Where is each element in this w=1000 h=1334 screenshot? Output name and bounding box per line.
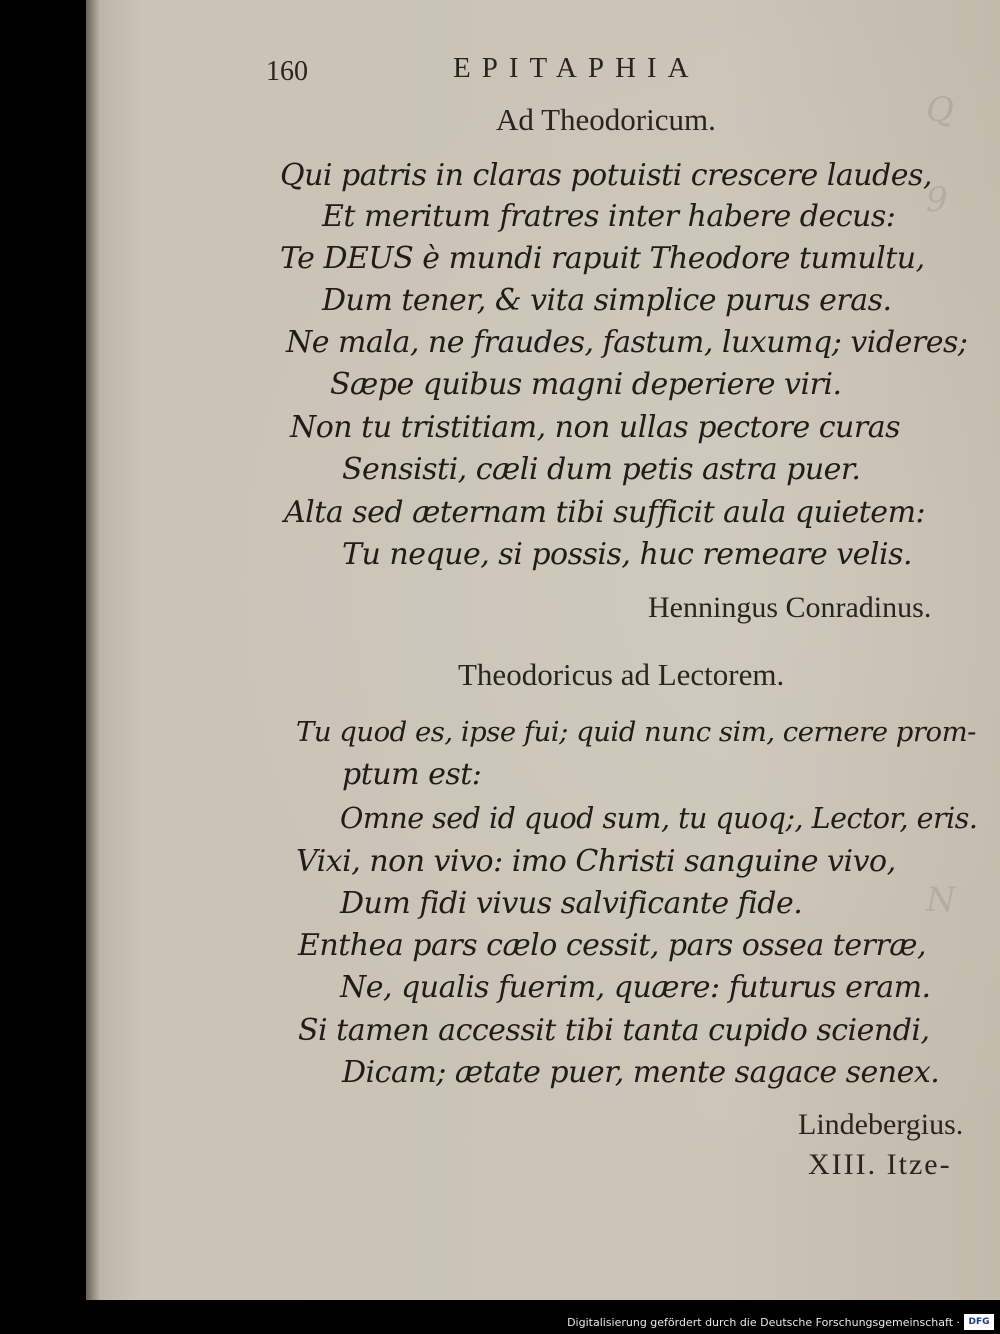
book-page: [86, 0, 1000, 1300]
verse-line: Si tamen accessit tibi tanta cupido sciendi,: [298, 1013, 930, 1048]
verse-line: Et meritum fratres inter habere decus:: [322, 199, 896, 234]
verse-line: Qui patris in claras potuisti crescere laudes,: [280, 158, 932, 193]
verse-line: Ne, qualis fuerim, quære: futurus eram.: [340, 970, 931, 1005]
verse-line: Tu quod es, ipse fui; quid nunc sim, cernere prom-: [296, 716, 976, 748]
verse-line: ptum est:: [342, 757, 482, 792]
show-through-mark: 9: [926, 180, 948, 220]
verse-line: Tu neque, si possis, huc remeare velis.: [342, 537, 913, 572]
verse-line: Non tu tristitiam, non ullas pectore curas: [290, 410, 900, 445]
verse-line: Alta sed æternam tibi sufficit aula quietem:: [284, 495, 926, 530]
verse-line: Sæpe quibus magni deperiere viri.: [330, 367, 842, 402]
verse-line: Vixi, non vivo: imo Christi sanguine vivo,: [296, 844, 896, 879]
poem-author: Lindebergius.: [798, 1108, 964, 1141]
digitization-footer: [0, 1300, 1000, 1334]
poem-heading: Ad Theodoricum.: [496, 102, 716, 137]
show-through-mark: N: [926, 880, 956, 920]
verse-line: Ne mala, ne fraudes, fastum, luxumq; videres;: [286, 325, 968, 360]
dfg-logo: DFG: [964, 1314, 994, 1330]
verse-line: Dicam; ætate puer, mente sagace senex.: [342, 1055, 940, 1090]
page-number: 160: [266, 56, 308, 87]
catchword: XIII. Itze-: [808, 1148, 952, 1181]
show-through-mark: Q: [926, 90, 954, 130]
verse-line: Sensisti, cæli dum petis astra puer.: [342, 452, 861, 487]
verse-line: Dum tener, & vita simplice purus eras.: [322, 283, 892, 318]
verse-line: Dum fidi vivus salvificante fide.: [340, 886, 803, 921]
verse-line: Te DEUS è mundi rapuit Theodore tumultu,: [280, 241, 925, 276]
verse-line: Enthea pars cælo cessit, pars ossea terræ,: [298, 928, 927, 963]
poem-heading: Theodoricus ad Lectorem.: [458, 657, 785, 692]
running-title: EPITAPHIA: [453, 52, 700, 84]
poem-author: Henningus Conradinus.: [648, 591, 932, 624]
footer-credit: Digitalisierung gefördert durch die Deutsche Forschungsgemeinschaft ·: [567, 1316, 960, 1329]
verse-line: Omne sed id quod sum, tu quoq;, Lector, eris.: [340, 802, 978, 835]
